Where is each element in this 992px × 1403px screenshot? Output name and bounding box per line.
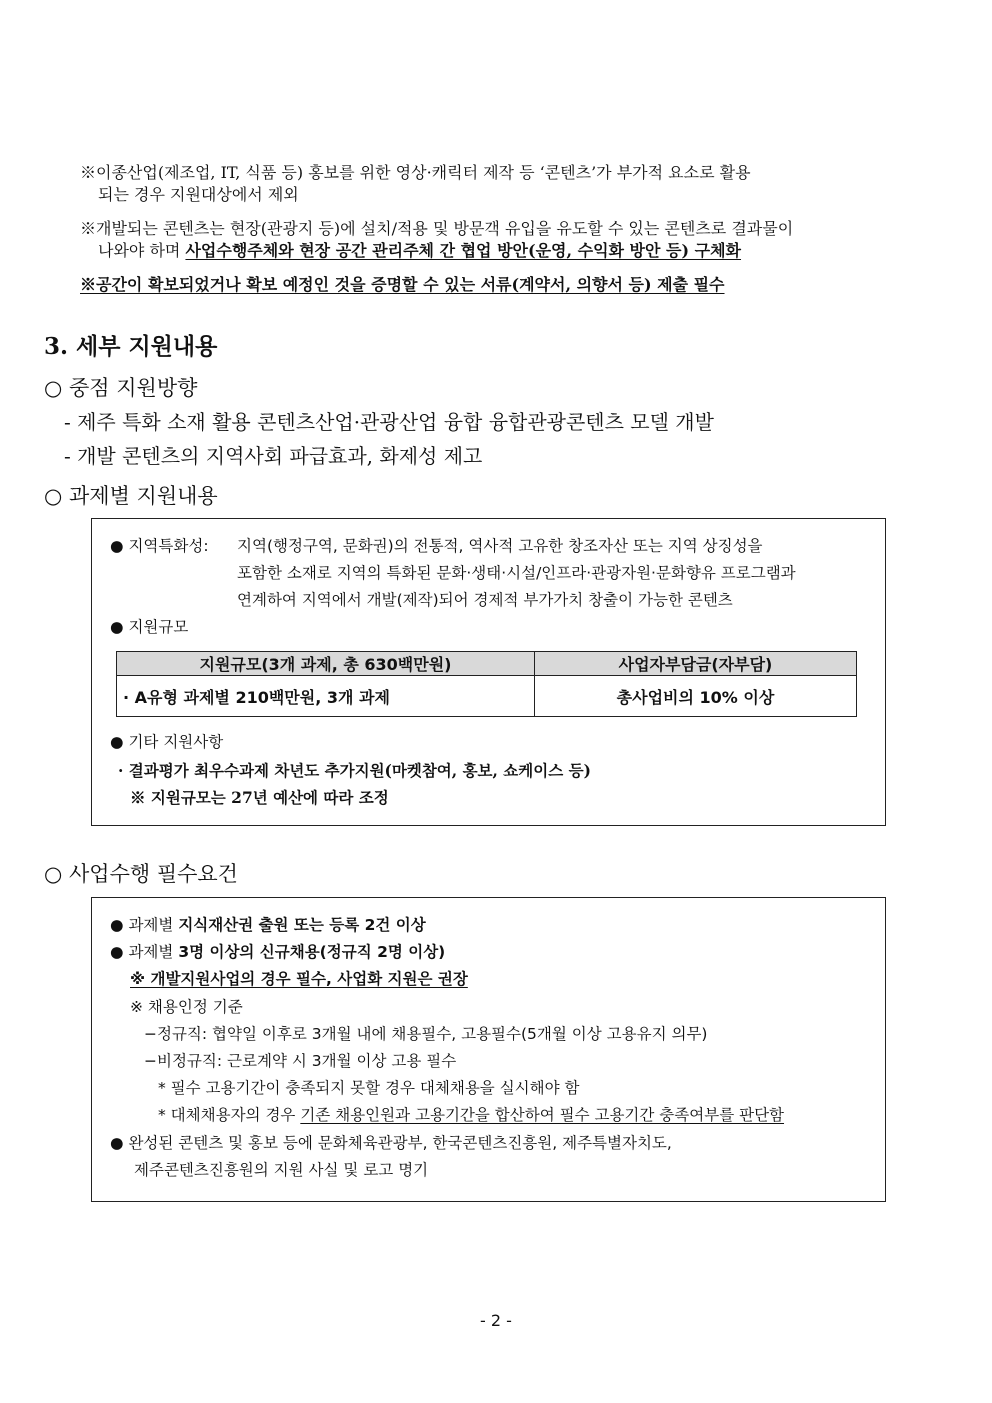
req-2-note: ※ 개발지원사업의 경우 필수, 사업화 지원은 권장 — [130, 970, 468, 988]
req-3-line-1: ● 완성된 콘텐츠 및 홍보 등에 문화체육관광부, 한국콘텐츠진흥원, 제주특별자치도, — [110, 1134, 672, 1152]
req-2 — [110, 939, 445, 966]
star-2-underlined: 기존 채용인원과 고용기간을 합산하여 필수 고용기간 충족여부를 판단함 — [300, 1106, 785, 1124]
criteria-nonregular: −비정규직: 근로계약 시 3개월 이상 고용 필수 — [144, 1052, 457, 1070]
criteria-regular: −정규직: 협약일 이후로 3개월 내에 채용필수, 고용필수(5개월 이상 고용유지 의무) — [144, 1025, 708, 1043]
regional-line-3: 연계하여 지역에서 개발(제작)되어 경제적 부가가치 창출이 가능한 콘텐츠 — [237, 591, 733, 609]
other-line: · 결과평가 최우수과제 차년도 추가지원(마켓참여, 홍보, 쇼케이스 등) — [118, 761, 591, 780]
scale-label: ● 지원규모 — [110, 618, 189, 636]
table-cell-burden: 총사업비의 10% 이상 — [535, 676, 857, 717]
page-number: - 2 - — [480, 1311, 512, 1330]
note-3: ※공간이 확보되었거나 확보 예정인 것을 증명할 수 있는 서류(계약서, 의향서 등) 제출 필수 — [80, 275, 725, 294]
req-3-line-2: 제주콘텐츠진흥원의 지원 사실 및 로고 명기 — [134, 1161, 429, 1179]
req-1-prefix: ● 과제별 — [110, 916, 179, 934]
req-2-prefix: ● 과제별 — [110, 943, 179, 961]
req-1-bold: 지식재산권 출원 또는 등록 2건 이상 — [178, 916, 426, 934]
section-title: 3. 세부 지원내용 — [44, 333, 218, 360]
note-1-line-2: 되는 경우 지원대상에서 제외 — [98, 185, 299, 204]
regional-line-1: 지역(행정구역, 문화권)의 전통적, 역사적 고유한 창조자산 또는 지역 상징성을 — [237, 537, 763, 555]
regional-label: ● 지역특화성: — [110, 537, 209, 555]
table-header-scale: 지원규모(3개 과제, 총 630백만원) — [117, 652, 535, 676]
focus-item-1: - 제주 특화 소재 활용 콘텐츠산업·관광산업 융합 융합관광콘텐츠 모델 개발 — [64, 410, 714, 434]
requirements-heading: ○ 사업수행 필수요건 — [44, 862, 238, 886]
criteria-heading: ※ 채용인정 기준 — [130, 998, 243, 1016]
focus-item-2: - 개발 콘텐츠의 지역사회 파급효과, 화제성 제고 — [64, 444, 483, 468]
criteria-star-2 — [158, 1102, 784, 1129]
note-1 — [80, 162, 940, 206]
star-2-prefix: * 대체채용자의 경우 — [158, 1106, 301, 1124]
regional-line-2: 포함한 소재로 지역의 특화된 문화·생태·시설/인프라·관광자원·문화향유 프로그램과 — [237, 564, 796, 582]
other-label: ● 기타 지원사항 — [110, 733, 224, 751]
note-2-line-1: ※개발되는 콘텐츠는 현장(관광지 등)에 설치/적용 및 방문객 유입을 유도할 수 있는 콘텐츠로 결과물이 — [80, 219, 794, 238]
table-row — [117, 676, 857, 717]
criteria-star-1: * 필수 고용기간이 충족되지 못할 경우 대체채용을 실시해야 함 — [158, 1079, 580, 1097]
focus-heading: ○ 중점 지원방향 — [44, 376, 198, 400]
note-2-emphasis: 사업수행주체와 현장 공간 관리주체 간 협업 방안(운영, 수익화 방안 등) 구체화 — [185, 241, 742, 260]
note-2-line-2 — [80, 240, 940, 262]
req-2-bold: 3명 이상의 신규채용(정규직 2명 이상) — [178, 943, 446, 961]
note-2-text: 나와야 하며 — [98, 241, 186, 260]
requirements-box — [91, 897, 886, 1202]
note-2 — [80, 218, 940, 262]
note-1-line-1: ※이종산업(제조업, IT, 식품 등) 홍보를 위한 영상·캐릭터 제작 등 ‘콘텐츠’가 부가적 요소로 활용 — [80, 163, 751, 182]
scale-table — [116, 651, 857, 717]
other-note: ※ 지원규모는 27년 예산에 따라 조정 — [130, 788, 389, 807]
table-cell-scale: · A유형 과제별 210백만원, 3개 과제 — [117, 676, 535, 717]
task-heading: ○ 과제별 지원내용 — [44, 484, 218, 508]
support-box — [91, 518, 886, 826]
table-header-row — [117, 652, 857, 676]
req-1 — [110, 912, 426, 939]
table-header-burden: 사업자부담금(자부담) — [535, 652, 857, 676]
